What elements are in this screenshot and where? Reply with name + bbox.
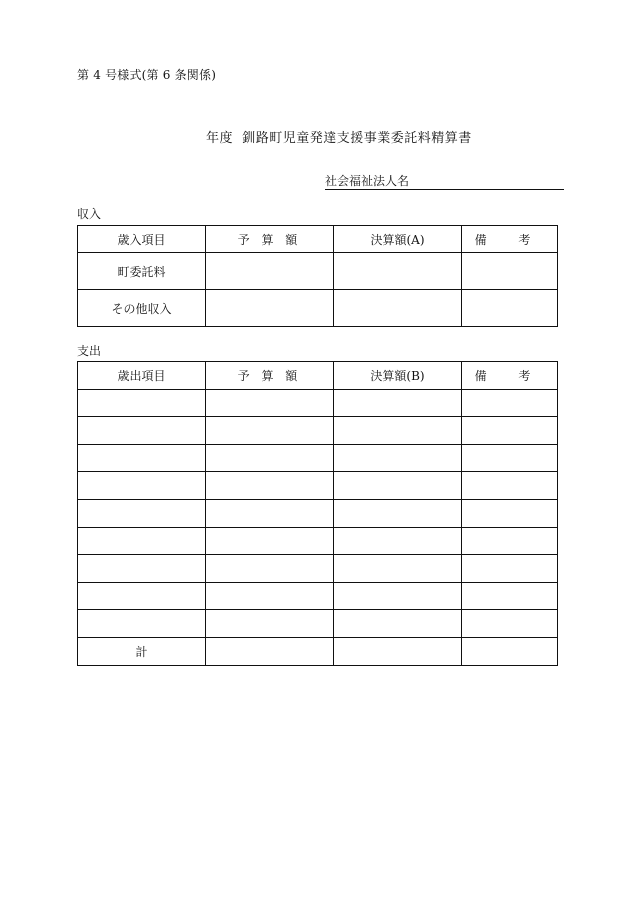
expense-item-cell	[78, 444, 206, 472]
expense-item-cell	[78, 555, 206, 583]
expense-header-settlement: 決算額(B)	[334, 362, 462, 390]
table-row	[78, 527, 558, 555]
income-header-row	[78, 226, 558, 253]
income-settlement-cell	[334, 290, 462, 327]
income-remarks-cell	[462, 290, 558, 327]
document-title: 年度 釧路町児童発達支援事業委託料精算書	[206, 131, 472, 146]
income-header-settlement: 決算額(A)	[334, 226, 462, 253]
expense-total-budget-cell	[206, 637, 334, 665]
form-number: 第 4 号様式(第 6 条関係)	[77, 68, 217, 82]
expense-total-row	[78, 637, 558, 665]
expense-settlement-cell	[334, 444, 462, 472]
expense-remarks-cell	[462, 555, 558, 583]
expense-item-cell	[78, 527, 206, 555]
expense-remarks-cell	[462, 444, 558, 472]
income-remarks-cell	[462, 253, 558, 290]
expense-item-cell	[78, 610, 206, 638]
expense-section-label: 支出	[77, 344, 102, 358]
income-item-cell: 町委託料	[78, 253, 206, 290]
expense-remarks-cell	[462, 389, 558, 417]
expense-settlement-cell	[334, 527, 462, 555]
table-row	[78, 253, 558, 290]
expense-settlement-cell	[334, 417, 462, 445]
expense-settlement-cell	[334, 389, 462, 417]
income-header-item: 歳入項目	[78, 226, 206, 253]
organization-name-line	[325, 174, 564, 190]
table-row	[78, 582, 558, 610]
income-settlement-cell	[334, 253, 462, 290]
table-row	[78, 555, 558, 583]
expense-settlement-cell	[334, 582, 462, 610]
expense-settlement-cell	[334, 499, 462, 527]
income-budget-cell	[206, 290, 334, 327]
expense-budget-cell	[206, 417, 334, 445]
expense-item-cell	[78, 499, 206, 527]
expense-budget-cell	[206, 499, 334, 527]
income-header-remarks: 備 考	[462, 226, 558, 253]
table-row	[78, 417, 558, 445]
expense-item-cell	[78, 417, 206, 445]
expense-header-row	[78, 362, 558, 390]
expense-budget-cell	[206, 472, 334, 500]
income-budget-cell	[206, 253, 334, 290]
expense-header-item: 歳出項目	[78, 362, 206, 390]
expense-remarks-cell	[462, 582, 558, 610]
expense-settlement-cell	[334, 555, 462, 583]
table-row	[78, 610, 558, 638]
expense-remarks-cell	[462, 472, 558, 500]
income-item-cell: その他収入	[78, 290, 206, 327]
expense-remarks-cell	[462, 610, 558, 638]
expense-header-remarks: 備 考	[462, 362, 558, 390]
table-row	[78, 499, 558, 527]
expense-total-label: 計	[78, 637, 206, 665]
expense-item-cell	[78, 582, 206, 610]
table-row	[78, 472, 558, 500]
expense-item-cell	[78, 389, 206, 417]
income-header-budget: 予 算 額	[206, 226, 334, 253]
expense-total-remarks-cell	[462, 637, 558, 665]
expense-remarks-cell	[462, 417, 558, 445]
table-row	[78, 290, 558, 327]
expense-budget-cell	[206, 610, 334, 638]
expense-header-budget: 予 算 額	[206, 362, 334, 390]
expense-remarks-cell	[462, 499, 558, 527]
expense-budget-cell	[206, 582, 334, 610]
expense-item-cell	[78, 472, 206, 500]
expense-settlement-cell	[334, 610, 462, 638]
expense-budget-cell	[206, 444, 334, 472]
income-section-label: 収入	[77, 207, 102, 221]
expense-budget-cell	[206, 555, 334, 583]
expense-remarks-cell	[462, 527, 558, 555]
organization-name-label: 社会福祉法人名	[325, 174, 410, 188]
expense-budget-cell	[206, 389, 334, 417]
expense-settlement-cell	[334, 472, 462, 500]
expense-total-settlement-cell	[334, 637, 462, 665]
expense-table	[77, 361, 558, 666]
income-table	[77, 225, 558, 327]
table-row	[78, 444, 558, 472]
expense-budget-cell	[206, 527, 334, 555]
table-row	[78, 389, 558, 417]
